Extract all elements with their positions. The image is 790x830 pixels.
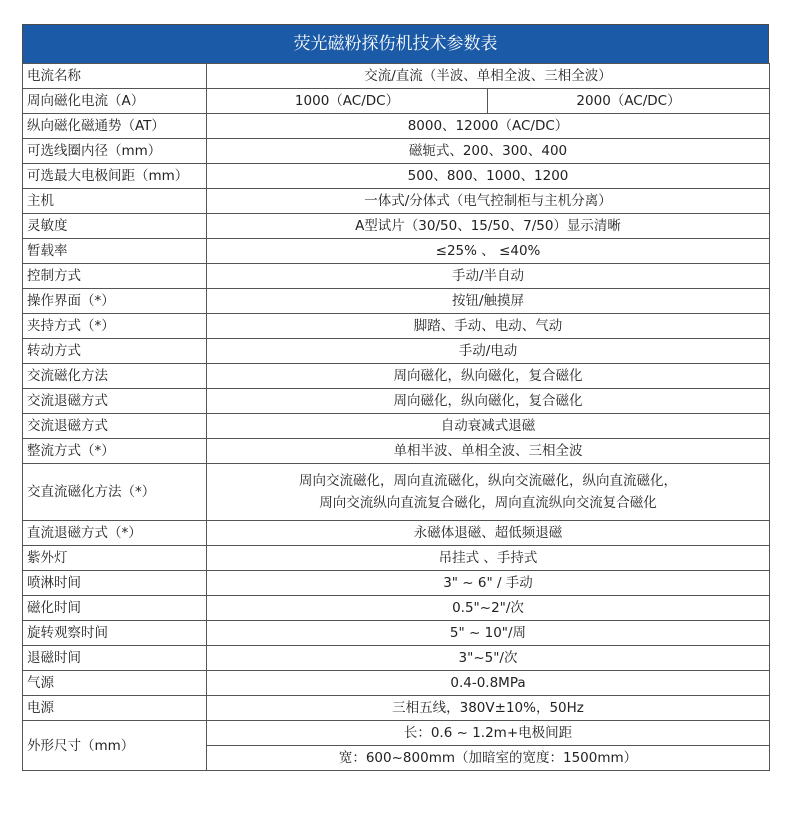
table-row [23, 339, 770, 364]
row-value: 三相五线，380V±10%，50Hz [207, 696, 770, 721]
table-row [23, 139, 770, 164]
row-value: 交流/直流（半波、单相全波、三相全波） [207, 64, 770, 89]
row-value: 周向磁化，纵向磁化，复合磁化 [207, 389, 770, 414]
row-label: 整流方式（*） [23, 439, 207, 464]
row-label: 主机 [23, 189, 207, 214]
row-label: 气源 [23, 671, 207, 696]
table-row [23, 164, 770, 189]
table-row [23, 289, 770, 314]
row-value: 永磁体退磁、超低频退磁 [207, 521, 770, 546]
row-value: 手动/半自动 [207, 264, 770, 289]
row-value: 0.5"~2"/次 [207, 596, 770, 621]
table-row [23, 546, 770, 571]
row-value [207, 464, 770, 521]
row-value: 手动/电动 [207, 339, 770, 364]
row-value: 500、800、1000、1200 [207, 164, 770, 189]
row-label: 暂载率 [23, 239, 207, 264]
table-row [23, 314, 770, 339]
row-value: 3" ~ 6" / 手动 [207, 571, 770, 596]
row-value-b: 2000（AC/DC） [488, 89, 770, 114]
row-value-line1: 周向交流磁化，周向直流磁化，纵向交流磁化，纵向直流磁化， [299, 473, 677, 489]
table-row [23, 239, 770, 264]
table-row [23, 364, 770, 389]
table-row [23, 646, 770, 671]
table-row [23, 264, 770, 289]
table-title: 荧光磁粉探伤机技术参数表 [22, 24, 769, 63]
table-row [23, 571, 770, 596]
row-value-line2: 周向交流纵向直流复合磁化，周向直流纵向交流复合磁化 [319, 495, 657, 511]
table-row [23, 596, 770, 621]
row-value: 0.4-0.8MPa [207, 671, 770, 696]
table-row [23, 621, 770, 646]
row-label: 周向磁化电流（A） [23, 89, 207, 114]
row-value: A型试片（30/50、15/50、7/50）显示清晰 [207, 214, 770, 239]
row-label: 磁化时间 [23, 596, 207, 621]
row-value: 自动衰减式退磁 [207, 414, 770, 439]
row-label: 控制方式 [23, 264, 207, 289]
table-row [23, 89, 770, 114]
table-row [23, 414, 770, 439]
row-value: 单相半波、单相全波、三相全波 [207, 439, 770, 464]
row-label: 紫外灯 [23, 546, 207, 571]
row-value: 周向磁化，纵向磁化，复合磁化 [207, 364, 770, 389]
row-label: 灵敏度 [23, 214, 207, 239]
row-label: 夹持方式（*） [23, 314, 207, 339]
row-label: 电流名称 [23, 64, 207, 89]
row-value: 3"~5"/次 [207, 646, 770, 671]
row-value: 8000、12000（AC/DC） [207, 114, 770, 139]
row-label: 交流退磁方式 [23, 389, 207, 414]
row-label: 外形尺寸（mm） [23, 721, 207, 771]
spec-table [22, 63, 770, 771]
table-row [23, 521, 770, 546]
row-label: 可选最大电极间距（mm） [23, 164, 207, 189]
table-row [23, 114, 770, 139]
table-row [23, 464, 770, 521]
row-value: 按钮/触摸屏 [207, 289, 770, 314]
row-value: 5" ~ 10"/周 [207, 621, 770, 646]
row-label: 交流退磁方式 [23, 414, 207, 439]
table-row [23, 439, 770, 464]
row-value: 磁轭式、200、300、400 [207, 139, 770, 164]
row-label: 喷淋时间 [23, 571, 207, 596]
row-label: 旋转观察时间 [23, 621, 207, 646]
table-row [23, 696, 770, 721]
table-row [23, 64, 770, 89]
row-label: 转动方式 [23, 339, 207, 364]
table-row [23, 189, 770, 214]
row-value-a: 1000（AC/DC） [207, 89, 488, 114]
row-value-b: 宽：600~800mm（加暗室的宽度：1500mm） [207, 746, 770, 771]
row-value: 一体式/分体式（电气控制柜与主机分离） [207, 189, 770, 214]
table-row [23, 389, 770, 414]
row-label: 直流退磁方式（*） [23, 521, 207, 546]
row-value: 吊挂式 、手持式 [207, 546, 770, 571]
row-value: ≤25% 、 ≤40% [207, 239, 770, 264]
row-label: 操作界面（*） [23, 289, 207, 314]
table-row [23, 671, 770, 696]
row-label: 交流磁化方法 [23, 364, 207, 389]
row-label: 可选线圈内径（mm） [23, 139, 207, 164]
row-value: 脚踏、手动、电动、气动 [207, 314, 770, 339]
row-label: 电源 [23, 696, 207, 721]
row-label: 退磁时间 [23, 646, 207, 671]
table-row [23, 214, 770, 239]
row-label: 纵向磁化磁通势（AT） [23, 114, 207, 139]
table-row [23, 721, 770, 746]
row-value-a: 长：0.6 ~ 1.2m+电极间距 [207, 721, 770, 746]
row-label: 交直流磁化方法（*） [23, 464, 207, 521]
spec-sheet [22, 24, 769, 771]
